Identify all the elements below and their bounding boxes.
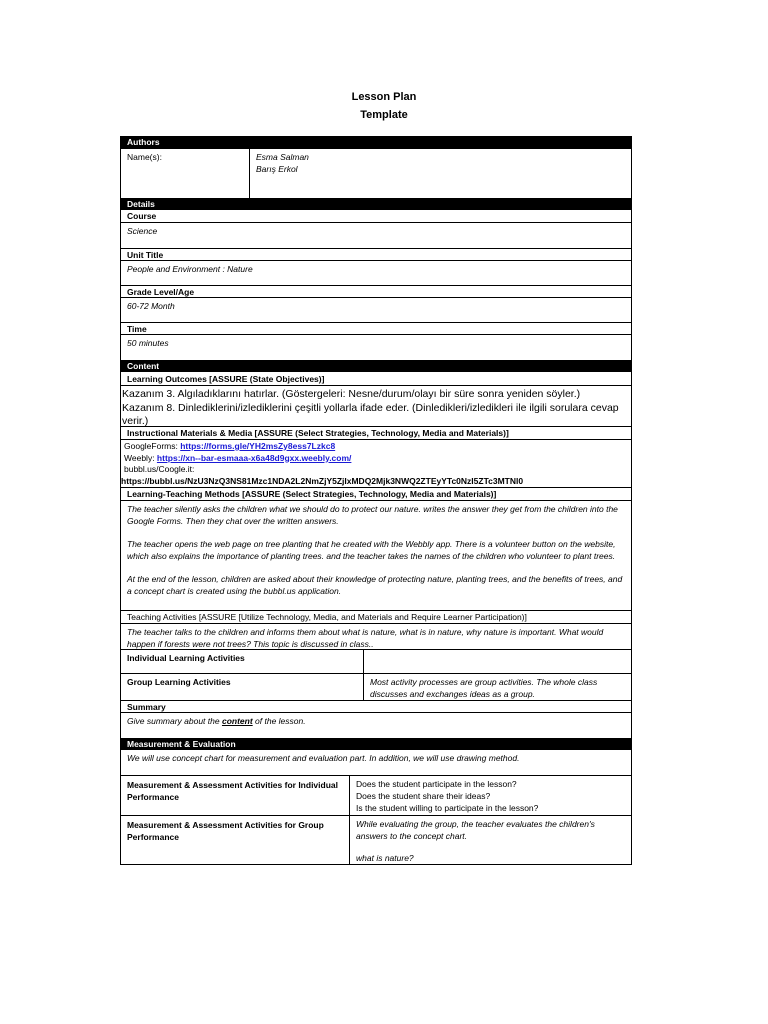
group-activities-label: Group Learning Activities — [127, 677, 231, 687]
group-activities-value: Most activity processes are group activities. The whole class discusses and exchanges ideas as a group. — [363, 674, 631, 700]
unit-title-value: People and Environment : Nature — [121, 260, 631, 285]
bubbl-prefix: bubbl.us/Coogle.it: — [124, 464, 195, 474]
summary-value: Give summary about the content of the lesson. — [121, 712, 631, 738]
group-assessment-label: Measurement & Assessment Activities for Group Performance — [127, 820, 324, 842]
assessment-question: Does the student participate in the lesson? — [356, 779, 517, 789]
measurement-intro: We will use concept chart for measurement and evaluation part. In addition, we will use drawing method. — [127, 753, 520, 763]
method-paragraph: The teacher silently asks the children what we should do to protect our nature. writes the answer they get from the children into the Google Forms. Then they chat over the written answers. — [127, 504, 618, 527]
lesson-plan-table — [120, 136, 632, 865]
authors-row — [121, 148, 631, 198]
details-header: Details — [121, 198, 631, 210]
google-forms-link[interactable]: https://forms.gle/YH2msZy8ess7Lzkc8 — [180, 441, 336, 451]
measurement-header: Measurement & Evaluation — [121, 738, 631, 750]
document-title: Lesson Plan — [351, 91, 417, 103]
group-assessment-text: While evaluating the group, the teacher evaluates the children's answers to the concept chart. — [356, 819, 595, 841]
unit-title-label: Unit Title — [121, 248, 631, 260]
materials-label: Instructional Materials & Media [ASSURE (Select Strategies, Technology, Media and Materials)] — [121, 426, 631, 439]
content-header: Content — [121, 360, 631, 372]
assessment-question: Is the student willing to participate in the lesson? — [356, 803, 539, 813]
individual-activities-label: Individual Learning Activities — [127, 653, 245, 663]
summary-keyword: content — [221, 716, 253, 726]
individual-activities-value — [363, 650, 631, 673]
time-label: Time — [121, 322, 631, 334]
individual-assessment-items — [349, 776, 631, 815]
weebly-prefix: Weebly: — [124, 452, 157, 463]
bubbl-link[interactable]: https://bubbl.us/NzU3NzQ3NS81Mzc1NDA2L2NmZjY5ZjIxMDQ2Mjk3NWQ2ZTEyYTc0NzI5ZTc3MTNl0 — [121, 475, 524, 486]
grade-level-label: Grade Level/Age — [121, 285, 631, 297]
methods-value — [121, 500, 631, 610]
teaching-activities-label: Teaching Activities [ASSURE [Utilize Technology, Media, and Materials and Require Learner Participation)] — [121, 610, 631, 623]
learning-outcomes-value — [121, 385, 631, 426]
outcome-item: Kazanım 8. Dinlediklerini/izlediklerini çeşitli yollarla ifade eder. (Dinledikleri/izledikleri ile ilgili sorulara cevap verir.) — [122, 401, 619, 426]
materials-value — [121, 439, 631, 487]
document-subtitle: Template — [360, 109, 408, 121]
outcome-item: Kazanım 3. Algıladıklarını hatırlar. (Göstergeleri: Nesne/durum/olayı bir süre sonra yeniden söyler.) — [122, 388, 581, 400]
author-names — [249, 149, 631, 198]
authors-header: Authors — [121, 136, 631, 148]
individual-assessment-row — [121, 775, 631, 815]
grade-level-value: 60-72 Month — [121, 297, 631, 322]
assessment-question: Does the student share their ideas? — [356, 791, 491, 801]
teaching-activities-value: The teacher talks to the children and informs them about what is nature, what is in nature, why nature is important. What would happen if forests were not trees? This topic is discussed in class.. — [121, 623, 631, 649]
course-label: Course — [127, 211, 157, 221]
author-name: Esma Salman — [256, 152, 309, 162]
method-paragraph: The teacher opens the web page on tree planting that he created with the Webbly app. There is a volunteer button on the website, which also explains the importance of planting trees. and the teacher takes the names of the children who volunteer to plant trees. — [127, 538, 616, 562]
learning-outcomes-label: Learning Outcomes [ASSURE (State Objectives)] — [127, 373, 325, 384]
forms-prefix: GoogleForms: — [124, 441, 181, 451]
weebly-link[interactable]: https://xn--bar-esmaaa-x6a48d9gxx.weebly.com/ — [156, 452, 352, 463]
group-activities-row — [121, 673, 631, 700]
course-value: Science — [121, 222, 631, 248]
author-name: Barış Erkol — [256, 164, 298, 174]
individual-activities-row — [121, 649, 631, 673]
summary-label: Summary — [121, 700, 631, 712]
individual-assessment-label: Measurement & Assessment Activities for Individual Performance — [127, 780, 338, 802]
methods-label: Learning-Teaching Methods [ASSURE (Select Strategies, Technology, Media and Materials)] — [121, 487, 631, 500]
group-assessment-value — [349, 816, 631, 864]
group-assessment-question: what is nature? — [356, 853, 414, 863]
group-assessment-row — [121, 815, 631, 864]
names-label: Name(s): — [127, 152, 162, 162]
time-value: 50 minutes — [121, 334, 631, 360]
method-paragraph: At the end of the lesson, children are asked about their knowledge of protecting nature, planting trees, and the benefits of trees, and a concept chart is created using the bubbl.us application. — [127, 573, 623, 597]
